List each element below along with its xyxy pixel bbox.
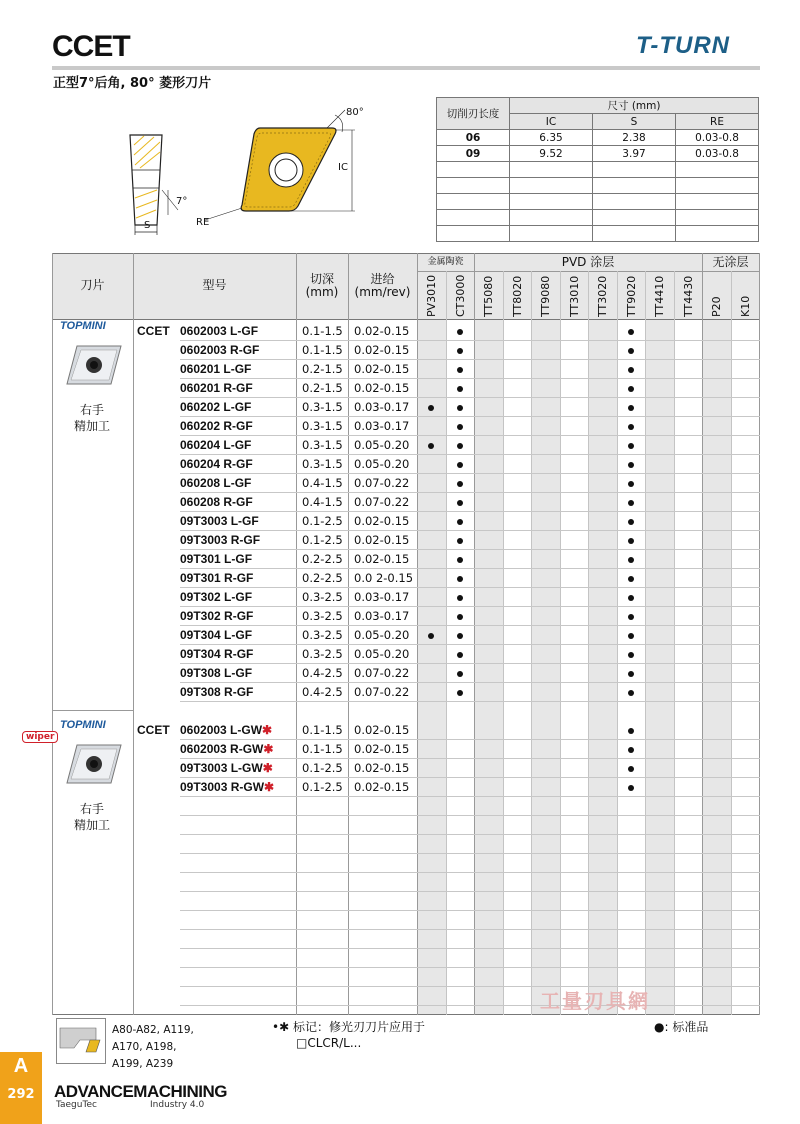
feed-value: 0.02-0.15 bbox=[354, 723, 410, 737]
page-references bbox=[112, 1022, 194, 1073]
feed-value: 0.05-0.20 bbox=[354, 457, 410, 471]
availability-dot bbox=[457, 690, 463, 696]
family-label: CCET bbox=[137, 723, 170, 737]
topmini-badge: TOPMINI bbox=[60, 719, 106, 731]
availability-dot bbox=[457, 557, 463, 563]
model-code: 09T308 L-GF bbox=[180, 666, 253, 680]
grade-divider bbox=[446, 271, 447, 1015]
availability-dot bbox=[628, 766, 634, 772]
footer-logo: ADVANCEMACHINING bbox=[54, 1082, 228, 1101]
page-number: 292 bbox=[0, 1080, 42, 1124]
dim-group-header: 尺寸 (mm) bbox=[510, 98, 759, 114]
depth-value: 0.3-1.5 bbox=[302, 457, 343, 471]
feed-value: 0.02-0.15 bbox=[354, 552, 410, 566]
section-letter: A bbox=[0, 1052, 42, 1080]
grade-divider bbox=[588, 271, 589, 1015]
feed-value: 0.05-0.20 bbox=[354, 438, 410, 452]
feed-value: 0.03-0.17 bbox=[354, 609, 410, 623]
availability-dot bbox=[457, 405, 463, 411]
dim-ic: 9.52 bbox=[510, 146, 593, 162]
feed-value: 0.02-0.15 bbox=[354, 381, 410, 395]
grade-header-tt3020: TT3020 bbox=[596, 275, 609, 317]
feed-value: 0.07-0.22 bbox=[354, 685, 410, 699]
wiper-note: •✱ 标记：修光刃刀片应用于 bbox=[272, 1020, 425, 1034]
grade-divider bbox=[560, 271, 561, 1015]
col-header-cermet: 金属陶瓷 bbox=[427, 257, 464, 267]
row-divider bbox=[180, 549, 760, 550]
dim-empty-row bbox=[437, 178, 759, 194]
depth-value: 0.1-1.5 bbox=[302, 343, 343, 357]
grade-header-ct3000: CT3000 bbox=[453, 274, 467, 317]
depth-value: 0.2-2.5 bbox=[302, 552, 343, 566]
footer-logo-company: TaeguTec bbox=[56, 1100, 97, 1110]
holder-thumbnail bbox=[56, 1018, 106, 1064]
availability-dot bbox=[628, 747, 634, 753]
availability-dot bbox=[457, 329, 463, 335]
model-code: 0602003 L-GW✱ bbox=[180, 723, 273, 737]
depth-value: 0.1-1.5 bbox=[302, 324, 343, 338]
wiper-star-icon: ✱ bbox=[262, 723, 273, 737]
availability-dot bbox=[457, 500, 463, 506]
feed-value: 0.03-0.17 bbox=[354, 400, 410, 414]
column-divider bbox=[52, 253, 53, 1015]
feed-value: 0.0 2-0.15 bbox=[354, 571, 414, 585]
row-divider bbox=[180, 815, 760, 816]
availability-dot bbox=[628, 785, 634, 791]
row-divider bbox=[180, 435, 760, 436]
row-divider bbox=[180, 340, 760, 341]
dim-col-s: S bbox=[593, 114, 676, 130]
depth-value: 0.4-1.5 bbox=[302, 476, 343, 490]
row-divider bbox=[180, 986, 760, 987]
availability-dot bbox=[457, 348, 463, 354]
feed-value: 0.02-0.15 bbox=[354, 761, 410, 775]
col-header-model: 型号 bbox=[202, 278, 227, 292]
model-code: 0602003 R-GF bbox=[180, 343, 260, 357]
availability-dot bbox=[628, 595, 634, 601]
col-header-feed bbox=[348, 273, 417, 299]
grade-header-tt5080: TT5080 bbox=[482, 275, 495, 317]
grade-divider bbox=[759, 253, 760, 1015]
grade-divider bbox=[503, 271, 504, 1015]
col-header-uncoated: 无涂层 bbox=[712, 255, 749, 269]
ref-line: A199, A239 bbox=[112, 1058, 174, 1070]
dimension-table bbox=[436, 97, 759, 242]
grade-header-pv3010: PV3010 bbox=[425, 274, 438, 317]
model-code: 060208 R-GF bbox=[180, 495, 253, 509]
availability-dot bbox=[457, 443, 463, 449]
depth-value: 0.3-2.5 bbox=[302, 628, 343, 642]
depth-value: 0.1-1.5 bbox=[302, 742, 343, 756]
grade-divider bbox=[531, 271, 532, 1015]
insert-description bbox=[52, 801, 132, 833]
availability-dot bbox=[628, 614, 634, 620]
feed-value: 0.07-0.22 bbox=[354, 495, 410, 509]
depth-value: 0.3-1.5 bbox=[302, 419, 343, 433]
availability-dot bbox=[457, 386, 463, 392]
model-code: 060201 R-GF bbox=[180, 381, 253, 395]
grade-header-p20: P20 bbox=[710, 296, 723, 317]
row-divider bbox=[180, 967, 760, 968]
dim-re: 0.03-0.8 bbox=[676, 130, 759, 146]
depth-value: 0.1-2.5 bbox=[302, 780, 343, 794]
re-label: RE bbox=[196, 217, 210, 228]
availability-dot bbox=[457, 367, 463, 373]
row-divider bbox=[180, 644, 760, 645]
grade-divider bbox=[474, 253, 475, 1015]
model-code: 09T304 R-GF bbox=[180, 647, 254, 661]
model-code: 09T308 R-GF bbox=[180, 685, 254, 699]
ref-line: A80-A82, A119, bbox=[112, 1024, 194, 1036]
dim-empty-row bbox=[437, 226, 759, 242]
brand-logo: T-TURN bbox=[636, 32, 730, 59]
row-divider bbox=[180, 891, 760, 892]
feed-value: 0.02-0.15 bbox=[354, 514, 410, 528]
availability-dot bbox=[457, 614, 463, 620]
row-divider bbox=[180, 625, 760, 626]
availability-dot bbox=[628, 728, 634, 734]
dim-empty-row bbox=[437, 162, 759, 178]
model-code: 060204 L-GF bbox=[180, 438, 252, 452]
s-label: S bbox=[144, 220, 151, 231]
row-divider bbox=[180, 701, 760, 702]
availability-dot bbox=[628, 386, 634, 392]
availability-dot bbox=[457, 424, 463, 430]
feed-value: 0.02-0.15 bbox=[354, 742, 410, 756]
description-line: 精加工 bbox=[73, 818, 110, 832]
grade-divider bbox=[645, 271, 646, 1015]
depth-value: 0.1-2.5 bbox=[302, 533, 343, 547]
availability-dot bbox=[628, 652, 634, 658]
topmini-badge: TOPMINI bbox=[60, 320, 106, 332]
dim-size: 09 bbox=[437, 146, 510, 162]
availability-dot bbox=[457, 576, 463, 582]
feed-value: 0.05-0.20 bbox=[354, 628, 410, 642]
availability-dot bbox=[457, 538, 463, 544]
depth-value: 0.2-1.5 bbox=[302, 381, 343, 395]
standard-note: ●: 标准品 bbox=[654, 1020, 709, 1034]
depth-value: 0.3-1.5 bbox=[302, 438, 343, 452]
footer-logo-tagline: Industry 4.0 bbox=[150, 1100, 205, 1110]
row-divider bbox=[180, 1005, 760, 1006]
row-divider bbox=[180, 378, 760, 379]
model-code: 0602003 R-GW✱ bbox=[180, 742, 274, 756]
depth-value: 0.2-2.5 bbox=[302, 571, 343, 585]
insert-thumbnail bbox=[63, 739, 123, 789]
row-divider bbox=[180, 492, 760, 493]
wiper-star-icon: ✱ bbox=[263, 742, 274, 756]
insert-side-view bbox=[130, 135, 178, 235]
row-divider bbox=[180, 568, 760, 569]
grade-divider bbox=[617, 271, 618, 1015]
feed-value: 0.02-0.15 bbox=[354, 343, 410, 357]
row-divider bbox=[180, 511, 760, 512]
availability-dot bbox=[628, 633, 634, 639]
insert-top-view bbox=[205, 110, 355, 220]
depth-value: 0.1-1.5 bbox=[302, 723, 343, 737]
wiper-star-icon: ✱ bbox=[262, 761, 273, 775]
depth-value: 0.4-2.5 bbox=[302, 685, 343, 699]
availability-dot bbox=[457, 652, 463, 658]
wiper-badge: wiper bbox=[22, 731, 58, 743]
feed-value: 0.03-0.17 bbox=[354, 590, 410, 604]
dim-col-ic: IC bbox=[510, 114, 593, 130]
col-header-feed-line: 进给 bbox=[370, 272, 395, 286]
depth-value: 0.1-2.5 bbox=[302, 761, 343, 775]
availability-dot bbox=[628, 462, 634, 468]
depth-value: 0.2-1.5 bbox=[302, 362, 343, 376]
model-code: 09T302 R-GF bbox=[180, 609, 254, 623]
availability-dot bbox=[628, 481, 634, 487]
row-divider bbox=[180, 853, 760, 854]
availability-dot bbox=[457, 595, 463, 601]
row-divider bbox=[180, 397, 760, 398]
page-subtitle: 正型7°后角, 80° 菱形刀片 bbox=[53, 76, 212, 91]
grade-header-tt3010: TT3010 bbox=[567, 275, 581, 317]
depth-value: 0.4-2.5 bbox=[302, 666, 343, 680]
row-divider bbox=[180, 663, 760, 664]
row-divider bbox=[180, 929, 760, 930]
availability-dot bbox=[457, 671, 463, 677]
column-divider bbox=[133, 253, 134, 1015]
wiper-note-holder: □CLCR/L... bbox=[296, 1036, 362, 1050]
grade-header-k10: K10 bbox=[738, 295, 752, 317]
row-divider bbox=[180, 473, 760, 474]
row-divider bbox=[180, 682, 760, 683]
feed-value: 0.05-0.20 bbox=[354, 647, 410, 661]
description-line: 右手 bbox=[79, 403, 104, 417]
grade-header-tt9080: TT9080 bbox=[539, 275, 552, 317]
dim-col-length: 切削刃长度 bbox=[437, 98, 510, 130]
availability-dot bbox=[457, 481, 463, 487]
model-code: 060202 R-GF bbox=[180, 419, 253, 433]
model-code: 09T304 L-GF bbox=[180, 628, 253, 642]
dim-size: 06 bbox=[437, 130, 510, 146]
description-line: 精加工 bbox=[73, 419, 110, 433]
insert-thumbnail bbox=[63, 340, 123, 390]
dim-row bbox=[437, 130, 759, 146]
col-header-depth-line: 切深 bbox=[309, 272, 334, 286]
availability-dot bbox=[628, 329, 634, 335]
row-divider bbox=[180, 606, 760, 607]
depth-value: 0.3-1.5 bbox=[302, 400, 343, 414]
grade-divider bbox=[702, 253, 703, 1015]
availability-dot bbox=[628, 690, 634, 696]
availability-dot bbox=[628, 367, 634, 373]
availability-dot bbox=[628, 500, 634, 506]
model-code: 060202 L-GF bbox=[180, 400, 252, 414]
row-divider bbox=[180, 834, 760, 835]
dim-ic: 6.35 bbox=[510, 130, 593, 146]
row-divider bbox=[180, 454, 760, 455]
model-code: 0602003 L-GF bbox=[180, 324, 259, 338]
ref-line: A170, A198, bbox=[112, 1041, 177, 1053]
table-border-top bbox=[52, 253, 760, 254]
col-header-depth-line: (mm) bbox=[305, 285, 339, 299]
column-divider bbox=[348, 253, 349, 1015]
depth-value: 0.3-2.5 bbox=[302, 647, 343, 661]
ic-label: IC bbox=[338, 162, 348, 173]
model-code: 09T3003 R-GW✱ bbox=[180, 780, 275, 794]
watermark: 工量刃具網 bbox=[540, 989, 650, 1013]
depth-value: 0.1-2.5 bbox=[302, 514, 343, 528]
availability-dot bbox=[628, 538, 634, 544]
grade-header-tt9020: TT9020 bbox=[624, 275, 638, 317]
model-code: 09T3003 L-GF bbox=[180, 514, 259, 528]
feed-value: 0.02-0.15 bbox=[354, 533, 410, 547]
grade-divider bbox=[731, 271, 732, 1015]
availability-dot bbox=[628, 348, 634, 354]
availability-dot bbox=[628, 557, 634, 563]
header-divider bbox=[52, 319, 760, 320]
availability-dot bbox=[457, 519, 463, 525]
feed-value: 0.02-0.15 bbox=[354, 324, 410, 338]
dim-col-re: RE bbox=[676, 114, 759, 130]
angle-label: 80° bbox=[346, 107, 364, 118]
row-divider bbox=[180, 872, 760, 873]
row-divider bbox=[180, 359, 760, 360]
page-title: CCET bbox=[52, 30, 130, 63]
availability-dot bbox=[628, 405, 634, 411]
model-code: 09T3003 R-GF bbox=[180, 533, 261, 547]
feed-value: 0.02-0.15 bbox=[354, 780, 410, 794]
model-code: 09T302 L-GF bbox=[180, 590, 253, 604]
row-divider bbox=[180, 796, 760, 797]
model-code: 09T3003 L-GW✱ bbox=[180, 761, 273, 775]
depth-value: 0.3-2.5 bbox=[302, 609, 343, 623]
model-code: 09T301 L-GF bbox=[180, 552, 253, 566]
col-header-depth bbox=[296, 273, 348, 299]
feed-value: 0.07-0.22 bbox=[354, 666, 410, 680]
description-line: 右手 bbox=[79, 802, 104, 816]
col-header-pvd: PVD 涂层 bbox=[561, 255, 615, 269]
grade-divider bbox=[674, 271, 675, 1015]
availability-dot bbox=[457, 633, 463, 639]
dim-empty-row bbox=[437, 210, 759, 226]
model-code: 060204 R-GF bbox=[180, 457, 253, 471]
dim-empty-row bbox=[437, 194, 759, 210]
availability-dot bbox=[628, 576, 634, 582]
dim-re: 0.03-0.8 bbox=[676, 146, 759, 162]
clearance-angle-label: 7° bbox=[176, 196, 188, 207]
table-border-bottom bbox=[52, 1014, 760, 1015]
dim-row bbox=[437, 146, 759, 162]
title-divider bbox=[52, 66, 760, 70]
availability-dot bbox=[628, 519, 634, 525]
feed-value: 0.02-0.15 bbox=[354, 362, 410, 376]
row-divider bbox=[180, 910, 760, 911]
col-header-insert: 刀片 bbox=[80, 278, 105, 292]
dim-s: 2.38 bbox=[593, 130, 676, 146]
feed-value: 0.03-0.17 bbox=[354, 419, 410, 433]
grade-header-tt4410: TT4410 bbox=[653, 275, 666, 317]
depth-value: 0.3-2.5 bbox=[302, 590, 343, 604]
row-divider bbox=[180, 948, 760, 949]
availability-dot bbox=[628, 671, 634, 677]
col-header-feed-line: (mm/rev) bbox=[354, 285, 411, 299]
feed-value: 0.07-0.22 bbox=[354, 476, 410, 490]
column-divider bbox=[417, 253, 418, 1015]
insert-grade-table bbox=[26, 253, 760, 1015]
family-label: CCET bbox=[137, 324, 170, 338]
grade-header-tt8020: TT8020 bbox=[510, 275, 524, 317]
insert-description bbox=[52, 402, 132, 434]
grade-header-tt4430: TT4430 bbox=[681, 275, 695, 317]
wiper-star-icon: ✱ bbox=[264, 780, 275, 794]
model-code: 060208 L-GF bbox=[180, 476, 252, 490]
depth-value: 0.4-1.5 bbox=[302, 495, 343, 509]
model-code: 060201 L-GF bbox=[180, 362, 252, 376]
dim-s: 3.97 bbox=[593, 146, 676, 162]
availability-dot bbox=[628, 443, 634, 449]
row-divider bbox=[180, 587, 760, 588]
model-code: 09T301 R-GF bbox=[180, 571, 254, 585]
availability-dot bbox=[628, 424, 634, 430]
row-divider bbox=[180, 530, 760, 531]
section-divider bbox=[52, 710, 133, 711]
column-divider bbox=[296, 253, 297, 1015]
row-divider bbox=[180, 416, 760, 417]
availability-dot bbox=[457, 462, 463, 468]
